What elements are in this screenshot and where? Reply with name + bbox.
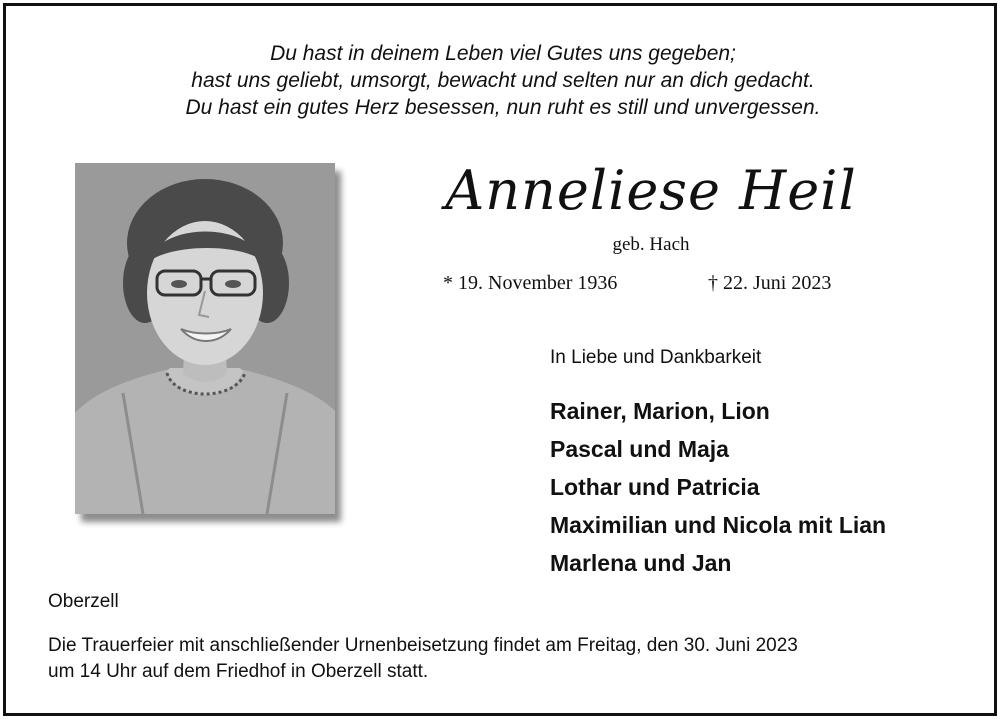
mourners-intro: In Liebe und Dankbarkeit bbox=[550, 347, 762, 368]
ceremony-line-2: um 14 Uhr auf dem Friedhof in Oberzell statt. bbox=[48, 661, 429, 682]
ceremony-info bbox=[48, 633, 798, 685]
obituary-notice bbox=[3, 3, 997, 716]
deceased-name: Anneliese Heil bbox=[445, 159, 857, 222]
portrait-image bbox=[75, 163, 335, 514]
death-date: † 22. Juni 2023 bbox=[708, 272, 832, 294]
mourner-name: Marlena und Jan bbox=[550, 550, 732, 576]
maiden-name: geb. Hach bbox=[612, 234, 690, 255]
place-name: Oberzell bbox=[48, 591, 119, 612]
poem-line-3: Du hast ein gutes Herz besessen, nun ruht es still und unvergessen. bbox=[185, 96, 821, 119]
mourners-list bbox=[550, 392, 886, 582]
portrait-photo bbox=[75, 163, 335, 514]
mourner-name: Maximilian und Nicola mit Lian bbox=[550, 512, 887, 538]
birth-date: * 19. November 1936 bbox=[443, 272, 618, 294]
mourner-name: Pascal und Maja bbox=[550, 436, 729, 462]
memorial-poem bbox=[6, 40, 1000, 121]
ceremony-line-1: Die Trauerfeier mit anschließender Urnenbeisetzung findet am Freitag, den 30. Juni 2023 bbox=[48, 635, 798, 656]
poem-line-1: Du hast in deinem Leben viel Gutes uns gegeben; bbox=[270, 42, 736, 65]
mourner-name: Rainer, Marion, Lion bbox=[550, 398, 770, 424]
poem-line-2: hast uns geliebt, umsorgt, bewacht und selten nur an dich gedacht. bbox=[191, 69, 815, 92]
mourner-name: Lothar und Patricia bbox=[550, 474, 760, 500]
